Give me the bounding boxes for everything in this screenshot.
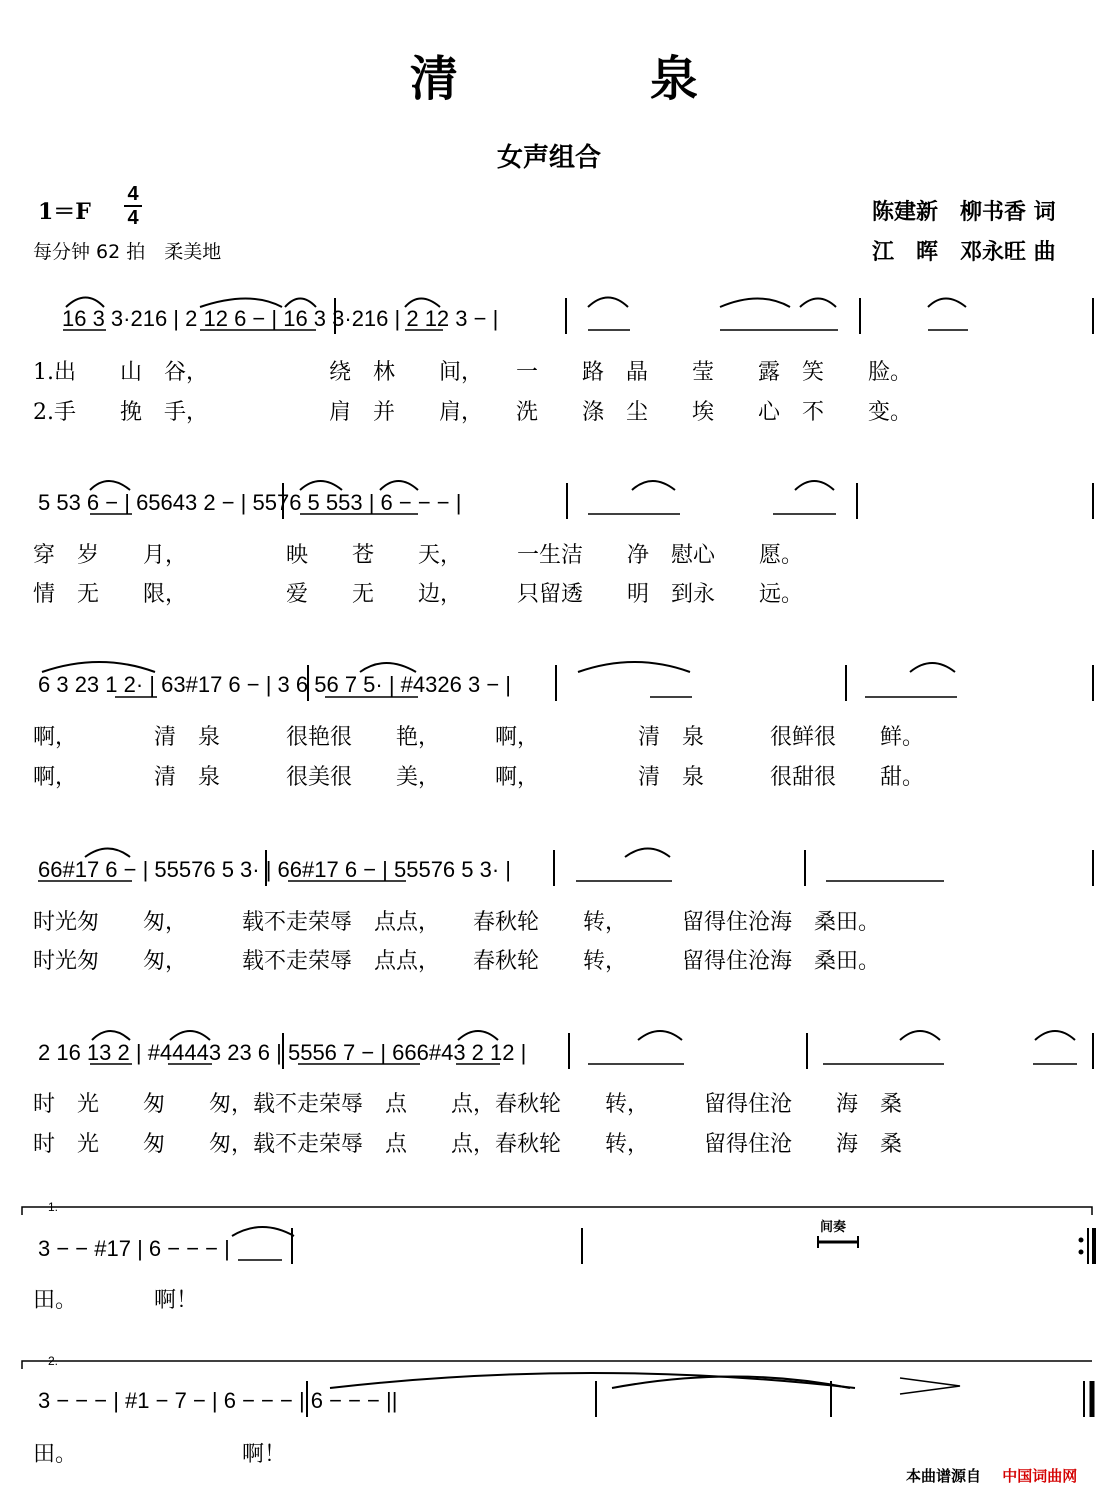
key-signature: 1＝F bbox=[38, 199, 91, 225]
lyricist-credit: 陈建新 柳书香 词 bbox=[872, 200, 1056, 225]
ending-2-notation: 3 − − − | #1 − 7 − | 6 − − − | 6 − − − || bbox=[38, 1388, 398, 1413]
song-subtitle: 女声组合 bbox=[497, 143, 602, 173]
notation-row-4: 66#17 6 − | 55576 5 3· | 66#17 6 − | 55576 5 3· | bbox=[38, 857, 512, 882]
tempo-marking: 每分钟 62 拍 柔美地 bbox=[33, 241, 222, 263]
lyric-row-5-verse-2: 时 光 匆 匆，载不走荣辱 点 点，春秋轮 转， 留得住沧 海 桑 bbox=[33, 1132, 903, 1157]
slur bbox=[285, 299, 316, 308]
song-title: 清 泉 bbox=[410, 51, 699, 107]
repeat-dot bbox=[1079, 1250, 1084, 1255]
lyric-row-2-verse-1: 穿 岁 月， 映 苍 天， 一生洁 净 慰心 愿。 bbox=[33, 543, 804, 568]
slur bbox=[900, 1031, 940, 1040]
slur bbox=[720, 299, 790, 308]
slur bbox=[638, 1031, 682, 1040]
ending-1-lyric: 田。 啊！ bbox=[33, 1288, 199, 1313]
repeat-dot bbox=[1079, 1238, 1084, 1243]
slur bbox=[42, 662, 155, 672]
slur bbox=[92, 1031, 130, 1040]
slur bbox=[625, 849, 670, 858]
interlude-label: 间奏 bbox=[820, 1220, 847, 1235]
slur bbox=[458, 1031, 498, 1040]
slur bbox=[200, 299, 282, 308]
volta-2-bracket bbox=[22, 1361, 1092, 1369]
slur bbox=[405, 299, 440, 308]
lyric-row-3-verse-1: 啊， 清 泉 很艳很 艳， 啊， 清 泉 很鲜很 鲜。 bbox=[33, 725, 925, 750]
footer-site-link[interactable]: 中国词曲网 bbox=[1002, 1467, 1078, 1485]
slur bbox=[380, 481, 418, 490]
slur bbox=[66, 298, 104, 308]
volta-1-label: 1. bbox=[48, 1200, 59, 1214]
lyric-row-4-verse-2: 时光匆 匆， 载不走荣辱 点点， 春秋轮 转， 留得住沧海 桑田。 bbox=[33, 949, 881, 974]
notation-row-2: 5 53 6 − | 65643 2 − | 5576 5 553 | 6 − − − | bbox=[38, 490, 462, 515]
lyric-row-1-verse-2: 2.手 挽 手， 肩 并 肩， 洗 涤 尘 埃 心 不 变。 bbox=[33, 400, 912, 425]
slur bbox=[578, 662, 690, 672]
lyric-row-5-verse-1: 时 光 匆 匆，载不走荣辱 点 点，春秋轮 转， 留得住沧 海 桑 bbox=[33, 1092, 903, 1117]
slur bbox=[632, 481, 675, 490]
slur bbox=[232, 1227, 294, 1236]
ending-2-lyric: 田。 啊！ bbox=[33, 1442, 287, 1467]
decrescendo bbox=[900, 1378, 960, 1394]
slur bbox=[910, 663, 955, 672]
slur bbox=[300, 481, 342, 490]
slur bbox=[360, 663, 416, 672]
time-signature-top: 4 bbox=[127, 183, 139, 205]
time-signature-bottom: 4 bbox=[127, 207, 139, 229]
slur bbox=[170, 1031, 210, 1040]
ending-1-notation: 3 − − #17 | 6 − − − | bbox=[38, 1236, 230, 1261]
volta-2-label: 2. bbox=[48, 1354, 59, 1368]
slur bbox=[795, 481, 834, 490]
slur bbox=[1035, 1031, 1075, 1040]
lyric-row-2-verse-2: 情 无 限， 爱 无 边， 只留透 明 到永 远。 bbox=[33, 582, 804, 607]
slur bbox=[85, 849, 130, 858]
slur bbox=[800, 299, 836, 308]
lyric-row-3-verse-2: 啊， 清 泉 很美很 美， 啊， 清 泉 很甜很 甜。 bbox=[33, 765, 925, 790]
notation-row-1: 16 3 3·216 | 2 12 6 − | 16 3 3·216 | 2 12 3 − | bbox=[62, 306, 499, 331]
slur bbox=[928, 299, 966, 308]
slur bbox=[588, 298, 628, 308]
volta-1-bracket bbox=[22, 1207, 1092, 1215]
composer-credit: 江 晖 邓永旺 曲 bbox=[872, 240, 1056, 265]
lyric-row-4-verse-1: 时光匆 匆， 载不走荣辱 点点， 春秋轮 转， 留得住沧海 桑田。 bbox=[33, 910, 881, 935]
footer-source-text: 本曲谱源自 bbox=[906, 1467, 982, 1485]
lyric-row-1-verse-1: 1.出 山 谷， 绕 林 间， 一 路 晶 莹 露 笑 脸。 bbox=[33, 360, 912, 385]
tie-slur bbox=[330, 1373, 855, 1388]
notation-row-5: 2 16 13 2 | #44443 23 6 | 5556 7 − | 666#43 2 12 | bbox=[38, 1040, 527, 1065]
slur bbox=[90, 481, 130, 490]
notation-row-3: 6 3 23 1 2· | 63#17 6 − | 3 6 56 7 5· | #4326 3 − | bbox=[38, 672, 511, 697]
